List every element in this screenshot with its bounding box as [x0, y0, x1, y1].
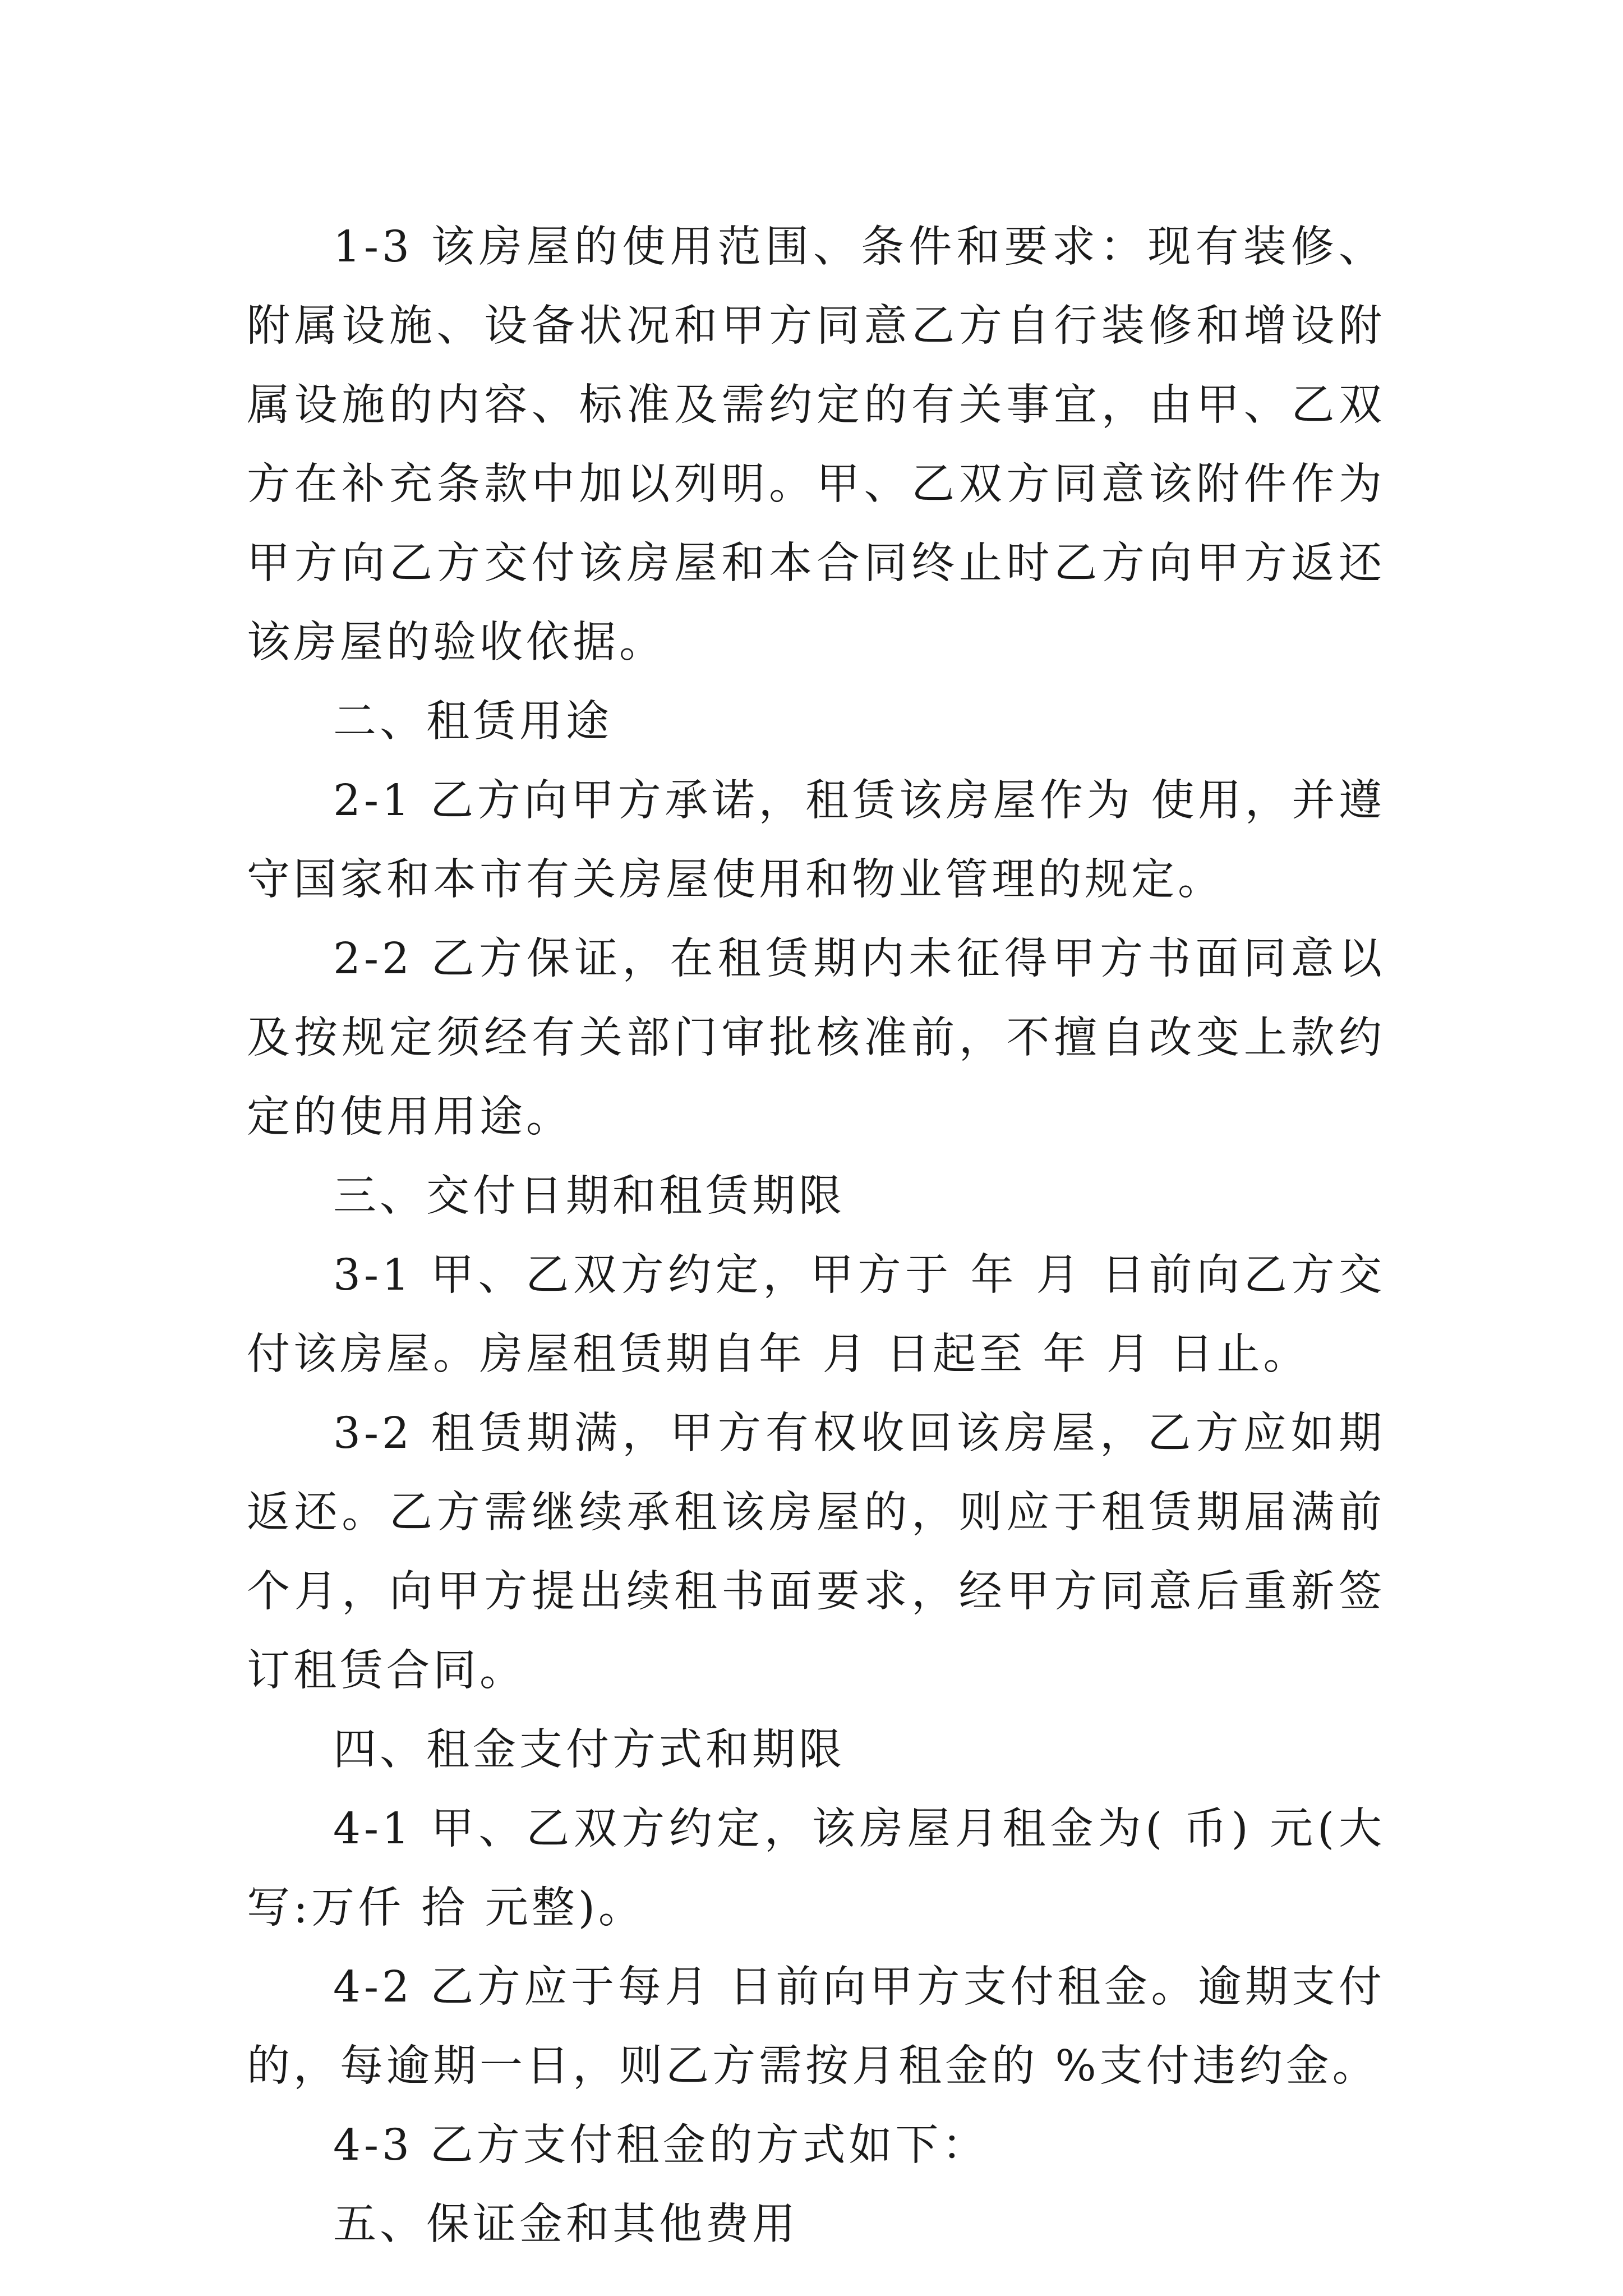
section-heading-4: 四、租金支付方式和期限: [333, 1725, 845, 1775]
clause-4-1: 4-1 甲、乙双方约定，该房屋月租金为( 币) 元(大写:万仟 拾 元整)。: [247, 1804, 1385, 1933]
section-heading-3: 三、交付日期和租赁期限: [333, 1171, 845, 1221]
clause-3-2: 3-2 租赁期满，甲方有权收回该房屋，乙方应如期返还。乙方需继续承租该房屋的，则应于租赁期届满前 个月，向甲方提出续租书面要求，经甲方同意后重新签订租赁合同。: [247, 1409, 1385, 1696]
clause-1-3: 1-3 该房屋的使用范围、条件和要求：现有装修、附属设施、设备状况和甲方同意乙方自行装修和增设附属设施的内容、标准及需约定的有关事宜，由甲、乙双方在补充条款中加以列明。甲、乙双方同意该附件作为甲方向乙方交付该房屋和本合同终止时乙方向甲方返还该房屋的验收依据。: [247, 222, 1385, 668]
section-heading-5: 五、保证金和其他费用: [333, 2200, 799, 2249]
clause-4-2: 4-2 乙方应于每月 日前向甲方支付租金。逾期支付的，每逾期一日，则乙方需按月租金的 %支付违约金。: [247, 1962, 1385, 2091]
document-body: [247, 208, 1385, 2264]
clause-2-1: 2-1 乙方向甲方承诺，租赁该房屋作为 使用，并遵守国家和本市有关房屋使用和物业管理的规定。: [247, 776, 1385, 905]
clause-4-3: 4-3 乙方支付租金的方式如下：: [333, 2120, 989, 2170]
clause-3-1: 3-1 甲、乙双方约定，甲方于 年 月 日前向乙方交付该房屋。房屋租赁期自年 月 日起至 年 月 日止。: [247, 1250, 1385, 1379]
clause-2-2: 2-2 乙方保证，在租赁期内未征得甲方书面同意以及按规定须经有关部门审批核准前，不擅自改变上款约定的使用用途。: [247, 934, 1385, 1142]
section-heading-2: 二、租赁用途: [333, 697, 612, 747]
